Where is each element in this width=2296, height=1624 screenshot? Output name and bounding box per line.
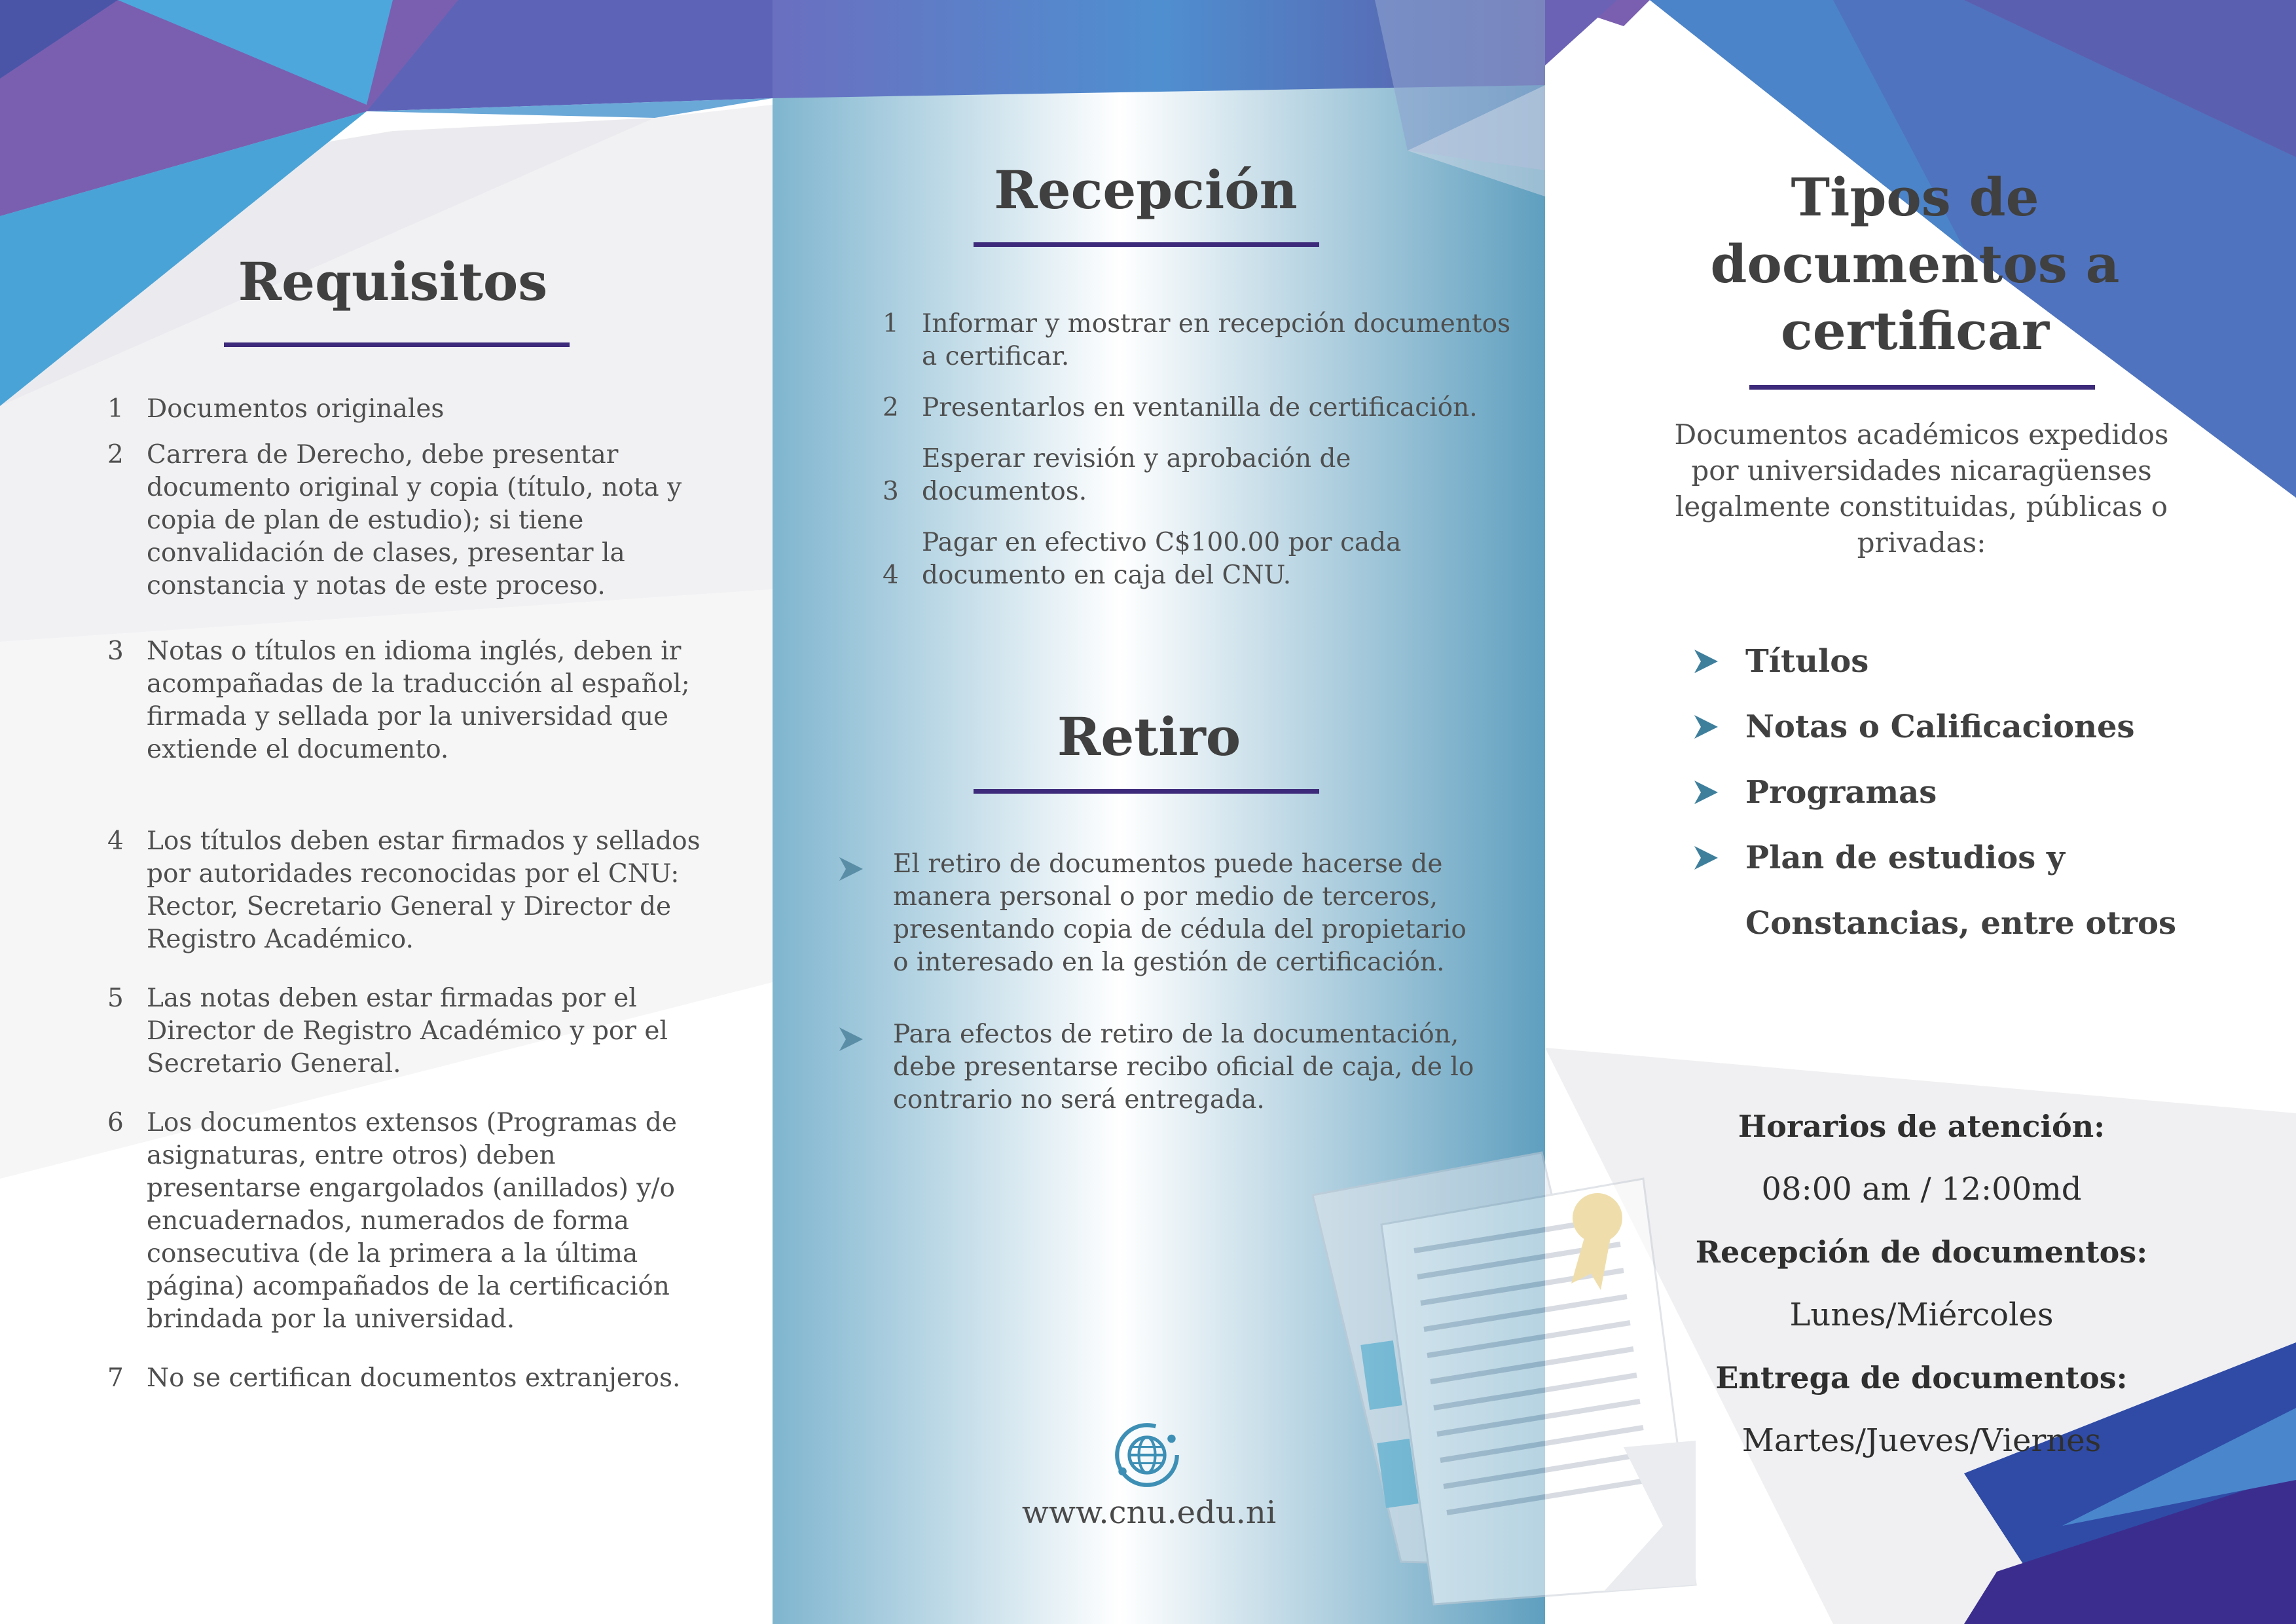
tipos-list <box>1745 642 2269 969</box>
tipos-description: Documentos académicos expedidos por universidades nicaragüenses legalmente constituidas, públicas o privadas: <box>1674 418 2169 559</box>
arrow-bullet-icon <box>1693 648 1719 674</box>
panel-requisitos <box>0 0 773 1624</box>
list-item: 2 Presentarlos en ventanilla de certificación. <box>883 393 1478 422</box>
tipos-divider <box>1749 385 2095 390</box>
retiro-list <box>893 848 1482 1116</box>
list-item: 7 No se certifican documentos extranjeros. <box>107 1363 681 1393</box>
list-item: 1 Informar y mostrar en recepción documentos a certificar. <box>883 309 1511 371</box>
horarios-label: Horarios de atención: <box>1738 1109 2105 1144</box>
arrow-bullet-icon <box>1693 779 1719 805</box>
list-item: 3 Esperar revisión y aprobación de documentos. <box>883 444 1351 506</box>
arrow-bullet-icon <box>1693 845 1719 871</box>
list-item: Títulos <box>1745 642 2269 707</box>
arrow-bullet-icon <box>838 1026 864 1052</box>
entrega-dias-label: Entrega de documentos: <box>1715 1360 2128 1395</box>
horarios-value: 08:00 am / 12:00md <box>1761 1171 2082 1208</box>
panel-recepcion-retiro <box>773 0 1545 1624</box>
website-link[interactable]: www.cnu.edu.ni <box>1021 1494 1277 1531</box>
recepcion-divider <box>974 242 1319 247</box>
list-item: El retiro de documentos puede hacerse de manera personal o por medio de terceros, presentando copia de cédula del propietario o interesado en la gestión de certificación. <box>893 848 1482 979</box>
list-item: Programas <box>1745 773 2269 838</box>
horarios-block <box>1545 1107 2296 1484</box>
panel-tipos-documentos <box>1545 0 2296 1624</box>
list-item: 1 Documentos originales <box>107 394 445 424</box>
tipos-title: Tipos de documentos a certificar <box>1710 166 2120 361</box>
recepcion-list <box>883 308 1511 592</box>
recepcion-dias-label: Recepción de documentos: <box>1695 1234 2148 1270</box>
list-item: 2 Carrera de Derecho, debe presentar documento original y copia (título, nota y copia de plan de estudio); si tiene convalidación de clases, presentar la constancia y notas de este proceso. <box>107 440 682 600</box>
recepcion-title: Recepción <box>994 159 1298 221</box>
recepcion-dias-value: Lunes/Miércoles <box>1789 1297 2054 1333</box>
list-item: Notas o Calificaciones <box>1745 707 2269 773</box>
retiro-title: Retiro <box>1057 706 1241 767</box>
retiro-divider <box>974 789 1319 794</box>
globe-icon <box>1113 1421 1181 1489</box>
requisitos-divider <box>224 342 570 347</box>
entrega-dias-value: Martes/Jueves/Viernes <box>1741 1422 2102 1459</box>
list-item: 3 Notas o títulos en idioma inglés, deben ir acompañadas de la traducción al español; firmada y sellada por la universidad que extiende el documento. <box>107 637 690 764</box>
requisitos-title: Requisitos <box>238 251 548 312</box>
list-item: Plan de estudios y <box>1745 838 2269 904</box>
arrow-bullet-icon <box>1693 714 1719 740</box>
list-item: Constancias, entre otros <box>1745 905 2176 942</box>
list-item: 4 Los títulos deben estar firmados y sellados por autoridades reconocidas por el CNU: Rector, Secretario General y Director de Registro Académico. <box>107 826 701 954</box>
requisitos-list <box>107 393 703 1395</box>
list-item: 4 Pagar en efectivo C$100.00 por cada documento en caja del CNU. <box>883 528 1402 590</box>
arrow-bullet-icon <box>838 856 864 882</box>
list-item: 5 Las notas deben estar firmadas por el Director de Registro Académico y por el Secretario General. <box>107 984 668 1079</box>
list-item: 6 Los documentos extensos (Programas de asignaturas, entre otros) deben presentarse engargolados (anillados) y/o encuadernados, numerados de forma consecutiva (de la primera a la última página) acompañados de la certificación brindada por la universidad. <box>107 1108 677 1334</box>
list-item: Para efectos de retiro de la documentación, debe presentarse recibo oficial de caja, de lo contrario no será entregada. <box>893 1018 1482 1116</box>
